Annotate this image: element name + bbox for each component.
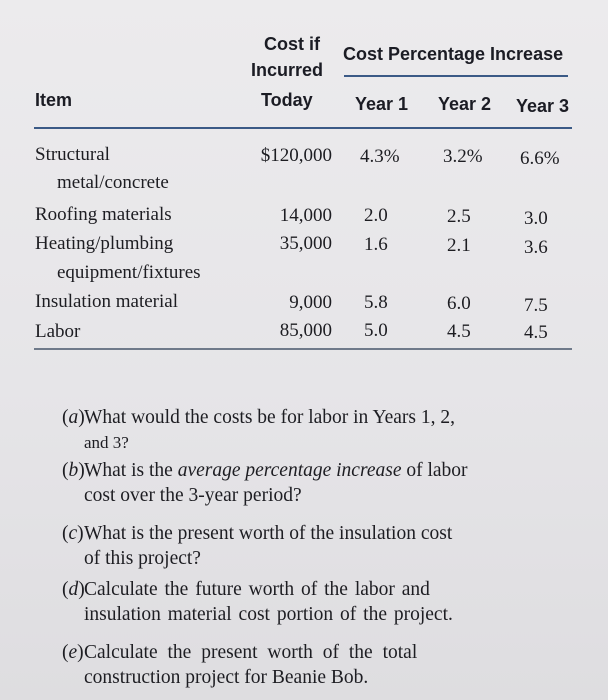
question-d-line2: insulation material cost portion of the project. <box>84 604 453 625</box>
question-a-line1: What would the costs be for labor in Years 1, 2, <box>84 407 455 428</box>
row-structural-y3: 6.6% <box>520 148 560 169</box>
question-b-label: b <box>68 460 79 481</box>
row-heating-cost: 35,000 <box>279 233 332 254</box>
question-a-label: a <box>68 407 79 428</box>
row-roofing-item: Roofing materials <box>35 204 172 225</box>
row-insulation-item: Insulation material <box>35 291 178 312</box>
row-structural-y1: 4.3% <box>360 146 400 167</box>
question-c-label: c <box>68 523 78 544</box>
row-labor-y1: 5.0 <box>364 320 388 341</box>
row-roofing-y2: 2.5 <box>447 206 471 227</box>
row-roofing-y1: 2.0 <box>364 205 388 226</box>
question-a-line2: and 3? <box>84 433 129 452</box>
header-pct-group: Cost Percentage Increase <box>343 44 564 64</box>
row-heating-y3: 3.6 <box>524 237 548 258</box>
row-labor-cost: 85,000 <box>279 320 332 341</box>
header-year2: Year 2 <box>438 94 492 114</box>
question-a: (a) What would the costs be for labor in Years 1, 2, and 3? <box>84 405 584 455</box>
row-heating-item-cont: equipment/fixtures <box>57 262 201 283</box>
table-bottom-rule <box>34 348 572 350</box>
question-e-label: e <box>68 642 78 663</box>
row-insulation-y3: 7.5 <box>524 295 548 316</box>
row-insulation-y1: 5.8 <box>364 292 388 313</box>
question-b: (b) What is the average percentage increase of labor cost over the 3-year period? <box>84 458 584 508</box>
header-year1: Year 1 <box>355 94 409 114</box>
question-b-text-pre: What is the <box>84 460 178 481</box>
header-year3: Year 3 <box>516 96 570 116</box>
question-d-line1: Calculate the future worth of the labor and <box>84 579 430 600</box>
row-heating-y1: 1.6 <box>364 234 388 255</box>
row-roofing-cost: 14,000 <box>279 205 332 226</box>
row-labor-y3: 4.5 <box>524 322 548 343</box>
header-bottom-rule <box>34 127 572 129</box>
question-c-line1: What is the present worth of the insulation cost <box>84 523 453 544</box>
row-structural-cost: $120,000 <box>260 145 332 166</box>
question-e-line2: construction project for Beanie Bob. <box>84 667 369 688</box>
row-structural-item-cont: metal/concrete <box>57 172 169 193</box>
question-b-line2: cost over the 3-year period? <box>84 485 302 506</box>
header-cost-line3: Today <box>261 90 313 110</box>
header-item: Item <box>35 90 73 110</box>
question-c-line2: of this project? <box>84 548 201 569</box>
header-group-rule <box>344 75 568 77</box>
question-d-label: d <box>68 579 79 600</box>
question-b-line1 <box>84 458 584 483</box>
row-labor-item: Labor <box>35 321 81 342</box>
header-cost-line1: Cost if <box>264 34 320 54</box>
row-heating-y2: 2.1 <box>447 235 471 256</box>
header-cost-line2: Incurred <box>251 60 324 80</box>
row-roofing-y3: 3.0 <box>524 208 548 229</box>
question-b-text-post: of labor <box>401 460 468 481</box>
question-c: (c) What is the present worth of the insulation cost of this project? <box>84 521 584 571</box>
question-e: (e) Calculate the present worth of the total construction project for Beanie Bob. <box>84 640 584 690</box>
question-b-emphasis: average percentage increase <box>177 460 402 481</box>
row-structural-item: Structural <box>35 144 110 165</box>
row-insulation-cost: 9,000 <box>289 292 332 313</box>
question-d: (d) Calculate the future worth of the labor and insulation material cost portion of the project. <box>84 577 584 627</box>
row-labor-y2: 4.5 <box>447 321 471 342</box>
question-e-line1: Calculate the present worth of the total <box>84 642 418 663</box>
row-insulation-y2: 6.0 <box>447 293 471 314</box>
row-structural-y2: 3.2% <box>443 146 483 167</box>
row-heating-item: Heating/plumbing <box>35 233 174 254</box>
